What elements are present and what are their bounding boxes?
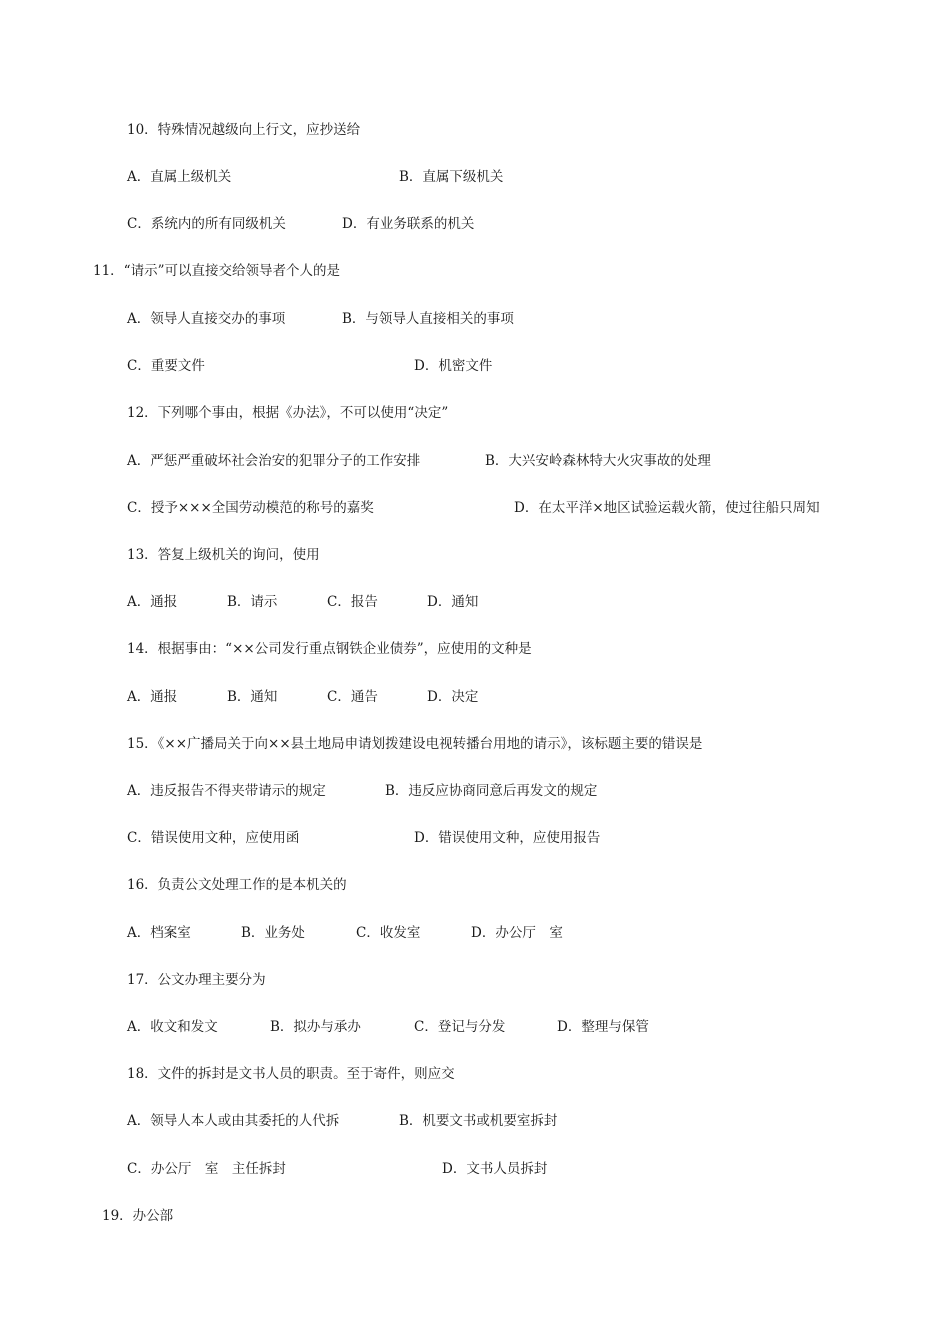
option-c: C．登记与分发 bbox=[414, 1019, 506, 1035]
option-a: A．直属上级机关 bbox=[127, 169, 232, 185]
option-a: A．通报 bbox=[127, 594, 178, 610]
option-c: C．系统内的所有同级机关 bbox=[127, 216, 286, 232]
option-a: A．领导人直接交办的事项 bbox=[127, 311, 286, 327]
option-b: B．机要文书或机要室拆封 bbox=[399, 1113, 558, 1129]
option-d: D．办公厅 室 bbox=[471, 925, 563, 941]
option-a: A．严惩严重破坏社会治安的犯罪分子的工作安排 bbox=[127, 453, 421, 469]
option-d: D．整理与保管 bbox=[557, 1019, 649, 1035]
option-a: A．通报 bbox=[127, 689, 178, 705]
option-b: B．业务处 bbox=[241, 925, 305, 941]
document-page: 10．特殊情况越级向上行文，应抄送给 A．直属上级机关 B．直属下级机关 C．系统内的所有同级机关 D．有业务联系的机关 11．“请示”可以直接交给领导者个人的是 A．领导人直接交办的事项 B．与领导人直接相关的事项 C．重要文件 D．机密文件 12．下列哪个事由，根据《办法》，不可以使用“决定” A．严惩严重破坏社会治安的犯罪分子的工作安排 B．大兴安岭森林特大火灾事故的处理 C．授予×××全国劳动模范的称号的嘉奖 D．在太平洋×地区试验运载火箭，使过往船只周知 13．答复上级机关的询问，使用 A．通报 B．请示 C．报告 D．通知 14．根据事由：“××公司发行重点钢铁企业债券”，应使用的文种是 A．通报 B．通知 C．通告 D．决定 15．《××广播局关于向××县土地局申请划拨建设电视转播台用地的请示》，该标题主要的错误是 A．违反报告不得夹带请示的规定 B．违反应协商同意后再发文的规定 C．错误使用文种，应使用函 D．错误使用文种，应使用报告 16．负责公文处理工作的是本机关的 A．档案室 B．业务处 C．收发室 D．办公厅 室 17．公文办理主要分为 A．收文和发文 B．拟办与承办 C．登记与分发 D．整理与保管 18．文件的拆封是文书人员的职责。至于寄件，则应交 A．领导人本人或由其委托的人代拆 B．机要文书或机要室拆封 C．办公厅 室 主任拆封 D．文书人员拆封 19．办公部 bbox=[93, 122, 820, 1224]
option-d: D．错误使用文种，应使用报告 bbox=[414, 830, 601, 846]
option-d: D．有业务联系的机关 bbox=[342, 216, 475, 232]
option-d: D．在太平洋×地区试验运载火箭，使过往船只周知 bbox=[514, 500, 820, 516]
option-c: C．收发室 bbox=[356, 925, 421, 941]
option-b: B．拟办与承办 bbox=[270, 1019, 361, 1035]
option-c: C．重要文件 bbox=[127, 358, 205, 374]
option-b: B．违反应协商同意后再发文的规定 bbox=[385, 783, 598, 799]
option-d: D．文书人员拆封 bbox=[442, 1161, 548, 1177]
option-b: B．直属下级机关 bbox=[399, 169, 504, 185]
option-b: B．与领导人直接相关的事项 bbox=[342, 311, 514, 327]
option-d: D．决定 bbox=[427, 689, 479, 705]
option-c: C．报告 bbox=[327, 594, 378, 610]
option-a: A．领导人本人或由其委托的人代拆 bbox=[127, 1113, 340, 1129]
option-c: C．办公厅 室 主任拆封 bbox=[127, 1161, 286, 1177]
option-b: B．大兴安岭森林特大火灾事故的处理 bbox=[485, 453, 711, 469]
option-d: D．机密文件 bbox=[414, 358, 493, 374]
option-a: A．收文和发文 bbox=[127, 1019, 218, 1035]
option-a: A．档案室 bbox=[127, 925, 191, 941]
option-c: C．授予×××全国劳动模范的称号的嘉奖 bbox=[127, 500, 374, 516]
option-c: C．错误使用文种，应使用函 bbox=[127, 830, 300, 846]
option-c: C．通告 bbox=[327, 689, 378, 705]
option-b: B．请示 bbox=[227, 594, 278, 610]
option-b: B．通知 bbox=[227, 689, 278, 705]
option-d: D．通知 bbox=[427, 594, 479, 610]
option-a: A．违反报告不得夹带请示的规定 bbox=[127, 783, 326, 799]
